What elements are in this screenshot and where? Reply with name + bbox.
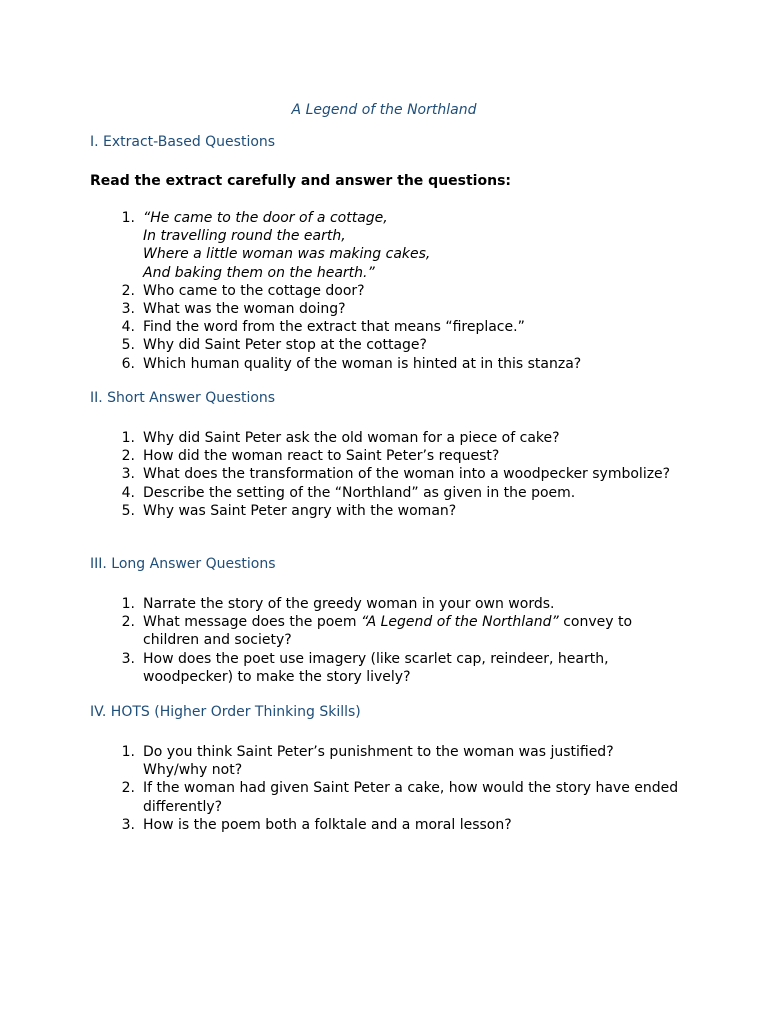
item-number: 2.: [121, 282, 135, 299]
question-text: Why did Saint Peter stop at the cottage?: [143, 337, 427, 354]
item-number: 3.: [121, 466, 135, 483]
list-item: [90, 209, 680, 282]
question-text: Which human quality of the woman is hinted at in this stanza?: [143, 355, 582, 372]
long-answer-question-list: [90, 595, 680, 686]
list-item: [90, 336, 680, 354]
question-text: What does the transformation of the woman into a woodpecker symbolize?: [143, 466, 671, 483]
question-text: [135, 613, 680, 649]
item-number: 3.: [121, 816, 135, 833]
list-item: [90, 429, 680, 447]
question-text: Why was Saint Peter angry with the woman?: [143, 502, 457, 519]
list-item: [90, 743, 680, 779]
quote-line: In travelling round the earth,: [143, 228, 346, 245]
item-number: 2.: [121, 614, 135, 631]
list-item: [90, 465, 680, 483]
item-number: 4.: [121, 319, 135, 336]
question-text: Describe the setting of the “Northland” as given in the poem.: [143, 484, 576, 501]
list-item: [90, 779, 680, 815]
item-number: 6.: [121, 355, 135, 372]
question-text-start: What message does the poem: [143, 614, 361, 631]
section-heading-long-answer: III. Long Answer Questions: [90, 556, 276, 572]
section-heading-short-answer: II. Short Answer Questions: [90, 390, 276, 406]
item-number: 5.: [121, 337, 135, 354]
list-item: [90, 355, 680, 373]
question-text: Do you think Saint Peter’s punishment to the woman was justified? Why/why not?: [143, 744, 614, 779]
list-item: [90, 613, 680, 649]
item-number: 3.: [121, 301, 135, 318]
instruction-text: Read the extract carefully and answer the questions:: [90, 173, 511, 189]
question-text-end: convey to children and society?: [143, 614, 633, 649]
question-text: What was the woman doing?: [143, 301, 346, 318]
document-title: A Legend of the Northland: [291, 102, 477, 118]
extract-question-list: [90, 209, 680, 373]
quote-line: And baking them on the hearth.”: [143, 264, 375, 281]
list-item: [90, 282, 680, 300]
question-text: How does the poet use imagery (like scarlet cap, reindeer, hearth, woodpecker) to make the story lively?: [143, 650, 609, 685]
question-text: If the woman had given Saint Peter a cake, how would the story have ended differently?: [143, 780, 679, 815]
extract-quote: [135, 209, 680, 282]
item-number: 1.: [121, 744, 135, 760]
short-answer-question-list: [90, 429, 680, 520]
list-item: [90, 650, 680, 686]
item-number: 1.: [121, 210, 135, 226]
item-number: 4.: [121, 484, 135, 501]
item-number: 2.: [121, 780, 135, 797]
list-item: [90, 447, 680, 465]
item-number: 1.: [121, 596, 135, 612]
question-text: Narrate the story of the greedy woman in your own words.: [143, 596, 555, 612]
list-item: [90, 595, 680, 613]
list-item: [90, 300, 680, 318]
section-heading-extract: I. Extract-Based Questions: [90, 134, 276, 150]
question-text: Why did Saint Peter ask the old woman for a piece of cake?: [143, 430, 560, 446]
question-text: How did the woman react to Saint Peter’s request?: [143, 448, 500, 465]
hots-question-list: [90, 743, 680, 834]
poem-title-reference: “A Legend of the Northland”: [361, 614, 559, 631]
item-number: 5.: [121, 502, 135, 519]
quote-line: “He came to the door of a cottage,: [143, 210, 388, 226]
list-item: [90, 502, 680, 520]
item-number: 2.: [121, 448, 135, 465]
quote-line: Where a little woman was making cakes,: [143, 246, 431, 263]
item-number: 1.: [121, 430, 135, 446]
question-text: Find the word from the extract that means “fireplace.”: [143, 319, 525, 336]
question-text: Who came to the cottage door?: [143, 282, 365, 299]
question-text: How is the poem both a folktale and a moral lesson?: [143, 816, 512, 833]
section-heading-hots: IV. HOTS (Higher Order Thinking Skills): [90, 704, 361, 720]
item-number: 3.: [121, 650, 135, 667]
list-item: [90, 318, 680, 336]
list-item: [90, 484, 680, 502]
list-item: [90, 816, 680, 834]
